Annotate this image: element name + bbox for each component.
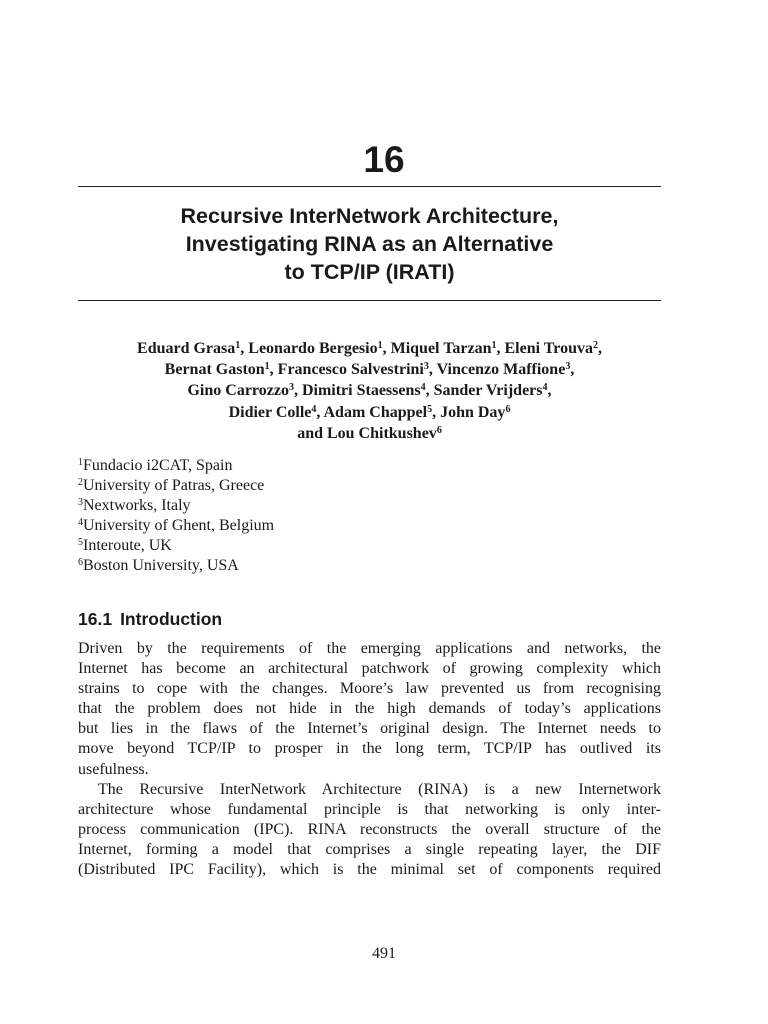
chapter-title-line: Recursive InterNetwork Architecture, (180, 204, 559, 228)
author-name: Vincenzo Maffione (436, 361, 566, 379)
affiliation-name: University of Ghent, Belgium (83, 517, 275, 534)
author-name: Gino Carrozzo (187, 382, 289, 400)
author-name: John Day (440, 403, 506, 421)
text-line: strains to cope with the changes. Moore’s law prevented us from recognising (78, 680, 661, 698)
section-title: Introduction (120, 609, 223, 629)
author-affiliation-mark: 4 (420, 382, 426, 394)
title-rule-bottom (78, 300, 661, 301)
affiliation-list (78, 456, 661, 576)
author-name: Adam Chappel (323, 403, 428, 421)
affiliation-number: 3 (78, 497, 83, 508)
author-name: Sander Vrijders (433, 382, 543, 400)
affiliation-number: 2 (78, 477, 83, 488)
author-affiliation-mark: 4 (311, 403, 317, 415)
affiliation-number: 4 (78, 517, 83, 528)
chapter-title-line: to TCP/IP (IRATI) (284, 260, 455, 284)
author-line (78, 423, 661, 444)
author-name: Eleni Trouva (504, 340, 593, 357)
text-line: process communication (IPC). RINA reconstructs the overall structure of the (78, 820, 661, 838)
text-line: Driven by the requirements of the emerging applications and networks, the (78, 640, 661, 657)
text-line: The Recursive InterNetwork Architecture (RINA) is a new Internetwork (98, 780, 661, 798)
author-name: Eduard Grasa (137, 340, 236, 357)
affiliation-name: Fundacio i2CAT, Spain (83, 457, 233, 474)
author-affiliation-mark: 2 (592, 340, 598, 351)
text-line: Internet, forming a model that comprises a single repeating layer, the DIF (78, 840, 661, 858)
author-name: Lou Chitkushev (326, 424, 437, 442)
author-affiliation-mark: 1 (235, 340, 241, 351)
text-line: architecture whose fundamental principle is that networking is only inter- (78, 800, 661, 818)
author-affiliation-mark: 3 (565, 361, 571, 373)
paragraph (78, 780, 661, 880)
paragraph (78, 639, 661, 780)
section-heading (78, 607, 222, 631)
affiliation-name: Interoute, UK (83, 537, 172, 554)
section-number: 16.1 (78, 609, 113, 629)
text-line: usefulness. (78, 760, 149, 778)
affiliation-item (78, 496, 661, 516)
affiliation-item (78, 456, 661, 476)
author-affiliation-mark: 3 (423, 361, 429, 373)
affiliation-item (78, 536, 661, 556)
author-affiliation-mark: 1 (377, 340, 383, 351)
body-text (78, 639, 661, 880)
text-line: that the problem does not hide in the high demands of today’s applications (78, 700, 661, 718)
author-name: Francesco Salvestrini (277, 361, 424, 379)
author-conjunction: and (297, 424, 323, 442)
text-line: but lies in the flaws of the Internet’s original design. The Internet needs to (78, 720, 661, 738)
author-affiliation-mark: 5 (427, 403, 433, 415)
author-name: Miquel Tarzan (390, 340, 492, 357)
author-list (78, 338, 661, 444)
author-line: Didier Colle$^4$, Adam Chappel$^5$, John Day$^6$ (228, 403, 511, 421)
page-number: 491 (372, 945, 396, 962)
author-affiliation-mark: 1 (491, 340, 497, 351)
author-name: Dimitri Staessens (301, 382, 421, 400)
text-line: move beyond TCP/IP to prosper in the long term, TCP/IP has outlived its (78, 740, 661, 758)
author-affiliation-mark: 1 (264, 361, 270, 373)
affiliation-item (78, 476, 661, 496)
affiliation-name: University of Patras, Greece (83, 477, 265, 494)
author-affiliation-mark: 3 (288, 382, 294, 394)
affiliation-name: Boston University, USA (83, 557, 239, 574)
affiliation-number: 6 (78, 557, 83, 568)
chapter-title-line: Investigating RINA as an Alternative (185, 232, 554, 256)
chapter-title (78, 202, 661, 286)
affiliation-item (78, 556, 661, 576)
text-line: Internet has become an architectural patchwork of growing complexity which (78, 660, 661, 678)
affiliation-number: 5 (78, 537, 83, 548)
title-rule-top (78, 186, 661, 187)
author-affiliation-mark: 6 (505, 403, 511, 415)
author-name: Bernat Gaston (164, 361, 265, 379)
author-name: Leonardo Bergesio (248, 340, 378, 357)
chapter-number: 16 (363, 139, 405, 180)
affiliation-number: 1 (78, 457, 83, 468)
text-line: (Distributed IPC Facility), which is the minimal set of components required (78, 861, 661, 879)
author-affiliation-mark: 4 (542, 382, 548, 394)
affiliation-item (78, 516, 661, 536)
author-name: Didier Colle (228, 403, 312, 421)
author-line: Bernat Gaston$^1$, Francesco Salvestrini$^3$, Vincenzo Maffione$^3$, (164, 361, 575, 379)
author-line: Gino Carrozzo$^3$, Dimitri Staessens$^4$, Sander Vrijders$^4$, (187, 382, 552, 400)
affiliation-name: Nextworks, Italy (83, 497, 191, 514)
author-line: Eduard Grasa$^1$, Leonardo Bergesio$^1$, Miquel Tarzan$^1$, Eleni Trouva$^2$, (137, 340, 602, 357)
author-affiliation-mark: 6 (436, 424, 442, 436)
